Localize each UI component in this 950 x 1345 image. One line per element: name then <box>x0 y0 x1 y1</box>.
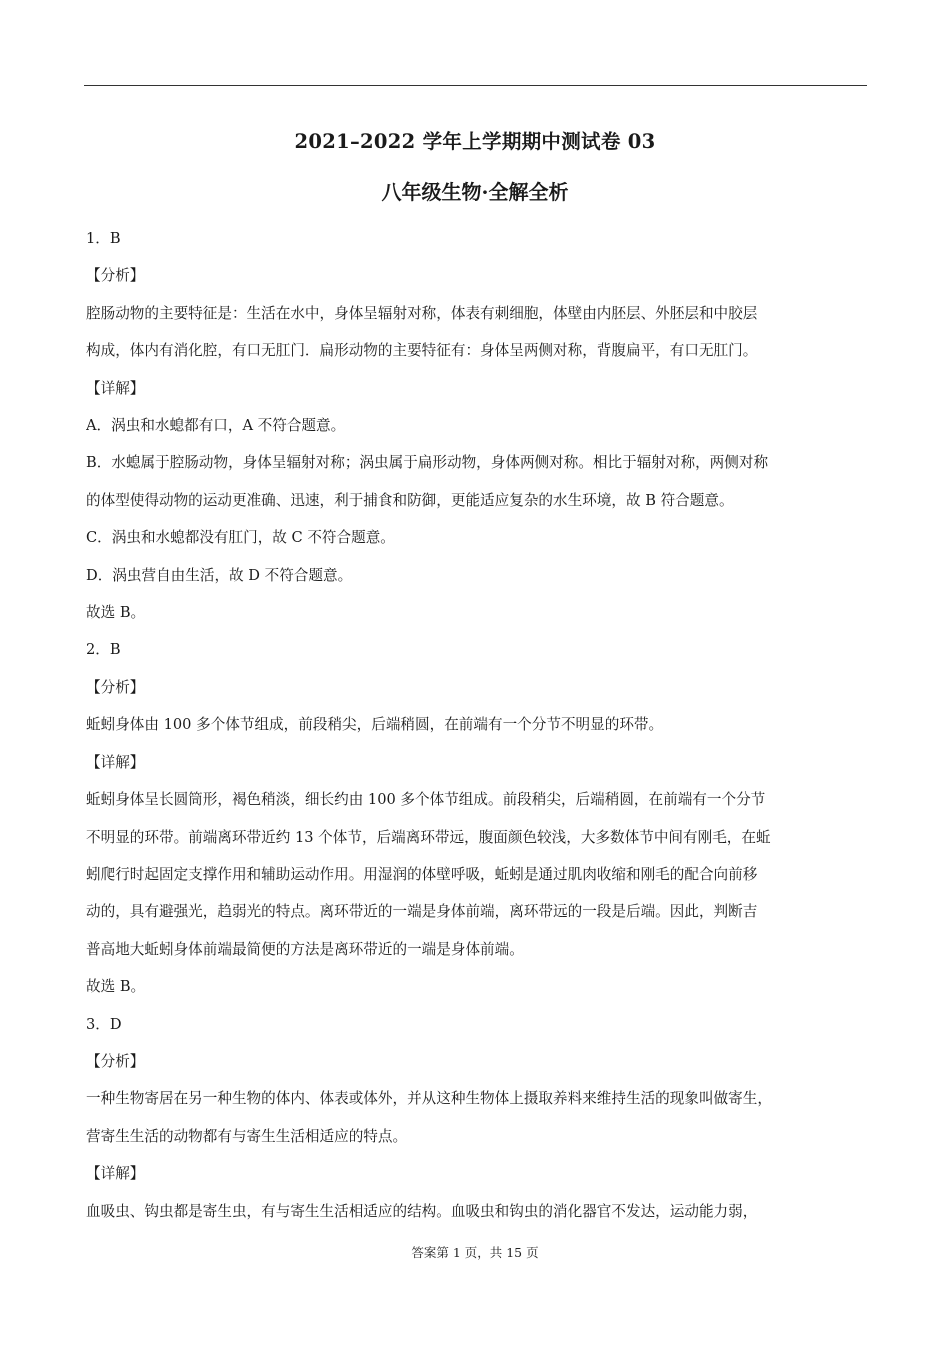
text-line: 普高地大蚯蚓身体前端最简便的方法是离环带近的一端是身体前端。 <box>86 940 524 958</box>
text-line: 【详解】 <box>86 1165 145 1183</box>
text-line: 的体型使得动物的运动更准确、迅速，利于捕食和防御，更能适应复杂的水生环境，故 B 符合题意。 <box>86 491 734 509</box>
text-line: 【分析】 <box>86 267 145 285</box>
text-line: 3．D <box>86 1015 122 1033</box>
text-line: 不明显的环带。前端离环带近约 13 个体节，后端离环带远，腹面颜色较浅，大多数体节中间有刚毛，在蚯 <box>86 828 771 846</box>
text-line: 【详解】 <box>86 379 145 397</box>
text-line: 故选 B。 <box>86 978 146 996</box>
text-line: 【分析】 <box>86 678 145 696</box>
text-line: 故选 B。 <box>86 604 146 622</box>
text-line: 蚯蚓身体由 100 多个体节组成，前段稍尖，后端稍圆，在前端有一个分节不明显的环带。 <box>86 716 664 734</box>
text-line: 动的，具有避强光，趋弱光的特点。离环带近的一端是身体前端，离环带远的一段是后端。因此，判断吉 <box>86 903 758 921</box>
text-line: D．涡虫营自由生活，故 D 不符合题意。 <box>86 566 353 584</box>
page-footer: 答案第 1 页，共 15 页 <box>411 1245 539 1260</box>
document-subtitle: 八年级生物·全解全析 <box>381 180 569 204</box>
header-rule <box>84 85 867 86</box>
text-line: 构成，体内有消化腔，有口无肛门．扁形动物的主要特征有：身体呈两侧对称，背腹扁平，有口无肛门。 <box>86 342 758 360</box>
text-line: 营寄生生活的动物都有与寄生生活相适应的特点。 <box>86 1127 408 1145</box>
text-line: 1．B <box>86 230 121 247</box>
document-title: 2021–2022 学年上学期期中测试卷 03 <box>294 130 656 153</box>
text-line: 血吸虫、钩虫都是寄生虫，有与寄生生活相适应的结构。血吸虫和钩虫的消化器官不发达，运动能力弱， <box>86 1202 758 1220</box>
text-line: A．涡虫和水螅都有口，A 不符合题意。 <box>86 417 346 435</box>
answer-body <box>86 220 868 1230</box>
text-line: B．水螅属于腔肠动物，身体呈辐射对称；涡虫属于扁形动物，身体两侧对称。相比于辐射对称，两侧对称 <box>86 454 769 472</box>
text-line: C．涡虫和水螅都没有肛门，故 C 不符合题意。 <box>86 529 395 547</box>
text-line: 蚯蚓身体呈长圆筒形，褐色稍淡，细长约由 100 多个体节组成。前段稍尖，后端稍圆，在前端有一个分节 <box>86 791 766 809</box>
text-line: 【详解】 <box>86 753 145 771</box>
text-line: 腔肠动物的主要特征是：生活在水中，身体呈辐射对称，体表有刺细胞，体壁由内胚层、外胚层和中胶层 <box>86 304 758 322</box>
text-line: 一种生物寄居在另一种生物的体内、体表或体外，并从这种生物体上摄取养料来维持生活的现象叫做寄生， <box>86 1090 772 1108</box>
text-line: 【分析】 <box>86 1052 145 1070</box>
text-line: 2．B <box>86 641 121 659</box>
text-line: 蚓爬行时起固定支撑作用和辅助运动作用。用湿润的体壁呼吸，蚯蚓是通过肌肉收缩和刚毛的配合向前移 <box>86 865 758 883</box>
